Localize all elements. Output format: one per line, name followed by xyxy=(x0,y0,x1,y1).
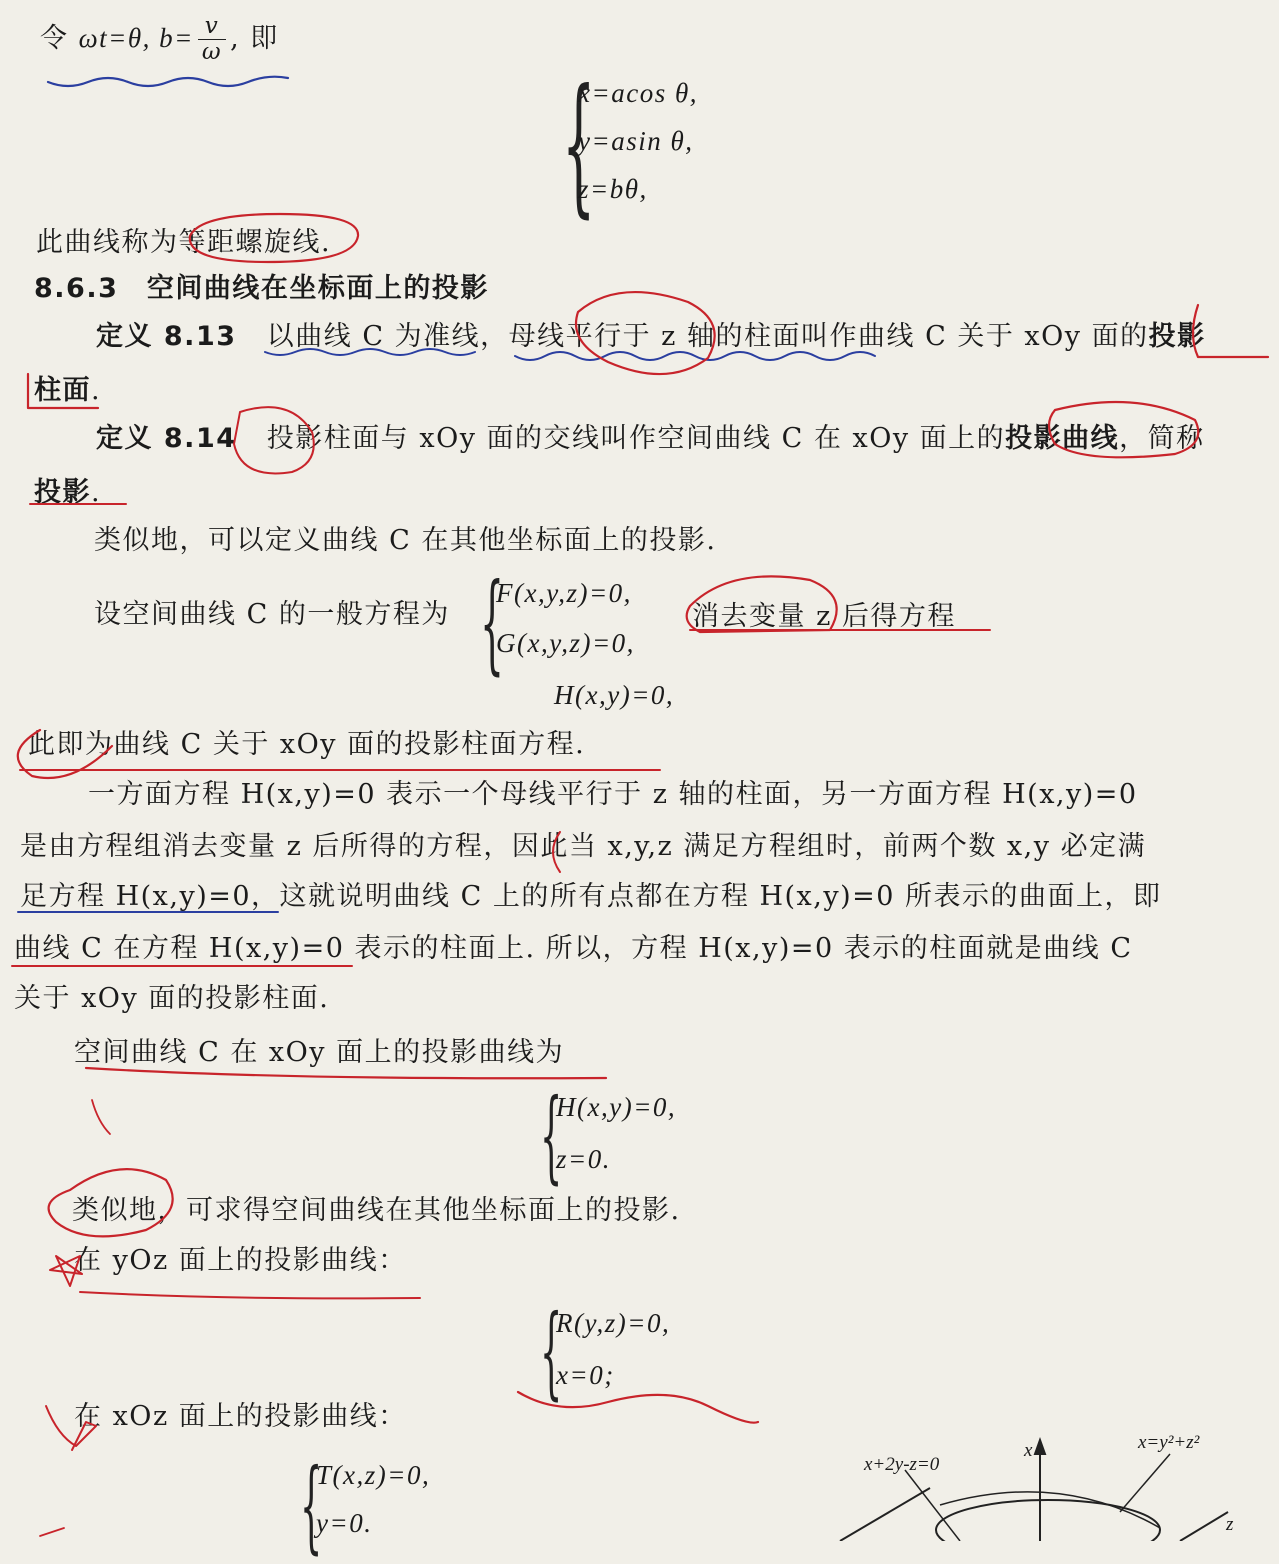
paraboloid-rim xyxy=(936,1500,1160,1541)
helix-sentence-end: . xyxy=(321,227,332,258)
definition-8-14 xyxy=(96,422,1205,456)
yoz-label: 在 yOz 面上的投影曲线： xyxy=(74,1245,407,1276)
bleed-through-text xyxy=(800,8,810,38)
proj-xoz-1: T(x,z)=0, xyxy=(316,1460,431,1490)
helix-eq-1: x=acos θ, xyxy=(578,78,698,108)
general-eq-brace: { xyxy=(480,561,505,686)
def2-term-2: 投影 xyxy=(34,477,91,508)
xoz-label: 在 xOz 面上的投影曲线： xyxy=(74,1401,407,1432)
para-line-1: 一方面方程 H(x,y)=0 表示一个母线平行于 z 轴的柱面，另一方面方程 H(x,y)=0 xyxy=(88,779,1138,810)
intersection-curve xyxy=(940,1492,1160,1528)
helix-eq-2: y=asin θ, xyxy=(578,126,694,156)
proj-xoz-brace: { xyxy=(300,1447,323,1564)
frac-denominator: ω xyxy=(201,39,223,65)
def2-end: . xyxy=(91,477,102,508)
para-line-2: 是由方程组消去变量 z 后所得的方程，因此当 x,y,z 满足方程组时，前两个数 x,y 必定满 xyxy=(20,831,1147,862)
def2-text: 投影柱面与 xOy 面的交线叫作空间曲线 C 在 xOy 面上的 xyxy=(266,423,1006,454)
def1-term-b: 柱面 xyxy=(34,375,91,406)
proj-yoz-brace: { xyxy=(540,1293,563,1410)
def1-end: . xyxy=(91,375,102,406)
plane-leader xyxy=(905,1470,960,1541)
helix-term: 等距螺旋线 xyxy=(178,227,321,258)
cylinder-eq-sentence: 此即为曲线 C 关于 xOy 面的投影柱面方程. xyxy=(28,729,586,760)
def1-text: 以曲线 C 为准线，母线平行于 z 轴的柱面叫作曲线 C 关于 xOy 面的 xyxy=(266,321,1149,352)
helix-eq-3: z=bθ, xyxy=(578,174,648,204)
def2-tail: ，简称 xyxy=(1119,423,1205,454)
para-line-4: 曲线 C 在方程 H(x,y)=0 表示的柱面上. 所以，方程 H(x,y)=0 表示的柱面就是曲线 C xyxy=(14,933,1133,964)
helix-sentence-pre: 此曲线称为 xyxy=(36,227,179,258)
intro-fraction xyxy=(198,14,226,65)
intro-suffix: , 即 xyxy=(230,23,279,54)
figure-label-axis-x: x xyxy=(1024,1440,1033,1461)
pen-underline-yoz xyxy=(80,1292,420,1298)
general-eq-tail: 消去变量 z 后得方程 xyxy=(692,601,956,632)
intro-label: 令 xyxy=(40,23,69,54)
intro-expr: ωt=θ, b= xyxy=(78,23,194,53)
proj-yoz-1: R(y,z)=0, xyxy=(556,1308,671,1338)
figure-label-axis-z: z xyxy=(1226,1514,1234,1535)
def1-continuation xyxy=(34,374,101,408)
def1-label: 定义 8.13 xyxy=(96,321,237,352)
def1-term-a: 投影 xyxy=(1148,321,1206,352)
proj-xoy-brace: { xyxy=(540,1077,563,1194)
helix-sentence xyxy=(36,226,331,260)
figure-label-plane: x+2y-z=0 xyxy=(864,1454,940,1475)
def2-label: 定义 8.14 xyxy=(96,423,237,454)
general-eq-1: F(x,y,z)=0, xyxy=(496,578,632,608)
figure-label-paraboloid: x=y²+z² xyxy=(1138,1432,1200,1453)
pen-wave-intro xyxy=(48,77,288,86)
proj-curve-sentence: 空间曲线 C 在 xOy 面上的投影曲线为 xyxy=(74,1037,565,1068)
axis-z-line xyxy=(1180,1512,1228,1541)
h-equation: H(x,y)=0, xyxy=(554,680,675,710)
para-similar-2: 类似地，可求得空间曲线在其他坐标面上的投影. xyxy=(72,1195,681,1226)
axis-x-arrow xyxy=(1035,1440,1045,1454)
para-line-5: 关于 xOy 面的投影柱面. xyxy=(14,983,330,1014)
definition-8-13 xyxy=(96,320,1206,354)
general-eq-lead: 设空间曲线 C 的一般方程为 xyxy=(94,599,450,630)
helix-brace: { xyxy=(562,58,596,232)
proj-xoz-2: y=0. xyxy=(316,1508,373,1538)
pen-tick-1 xyxy=(92,1100,110,1134)
frac-numerator: v xyxy=(198,14,226,40)
proj-yoz-2: x=0; xyxy=(556,1360,615,1390)
proj-xoy-2: z=0. xyxy=(556,1144,611,1174)
section-heading: 8.6.3 空间曲线在坐标面上的投影 xyxy=(34,273,489,304)
plane-edge xyxy=(840,1488,930,1541)
para-line-3: 足方程 H(x,y)=0，这就说明曲线 C 上的所有点都在方程 H(x,y)=0 所表示的曲面上，即 xyxy=(20,881,1162,912)
intro-line xyxy=(40,14,279,65)
proj-xoy-1: H(x,y)=0, xyxy=(556,1092,677,1122)
para-similar-1: 类似地，可以定义曲线 C 在其他坐标面上的投影. xyxy=(94,525,717,556)
def2-continuation xyxy=(34,476,101,510)
general-eq-2: G(x,y,z)=0, xyxy=(496,628,635,658)
paraboloid-leader xyxy=(1120,1454,1170,1512)
pen-tick-2 xyxy=(40,1528,64,1536)
def2-term: 投影曲线 xyxy=(1005,423,1120,454)
